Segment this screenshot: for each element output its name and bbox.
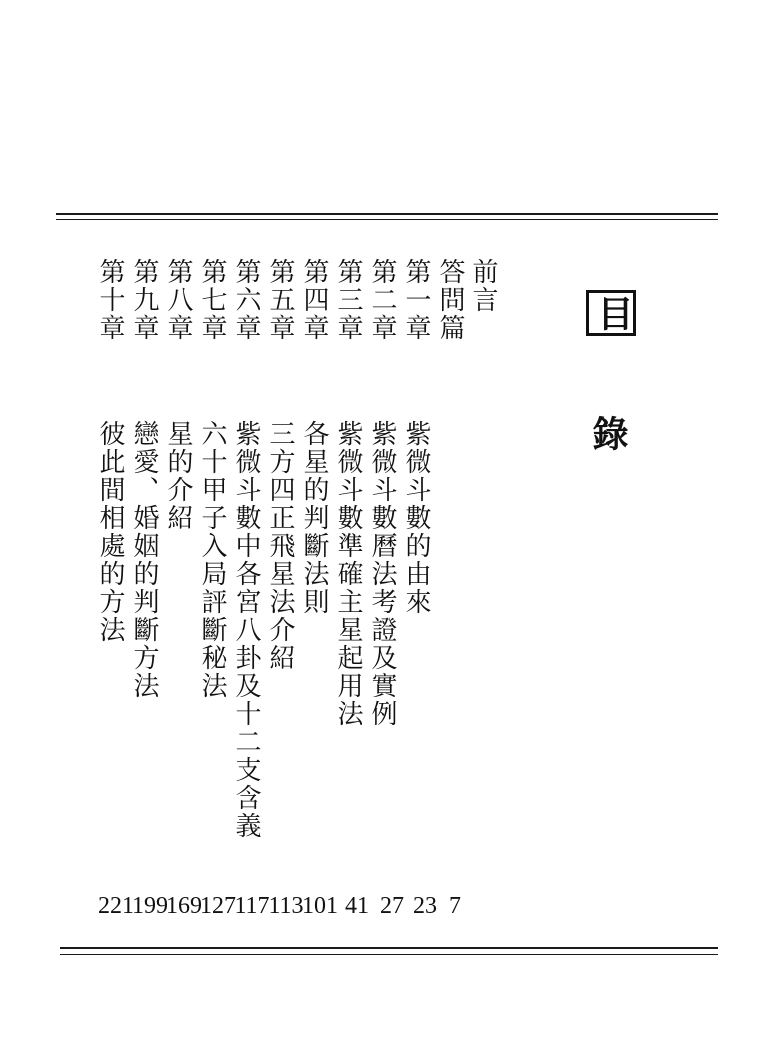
- top-rule: [56, 213, 718, 215]
- toc-title-ch3[interactable]: 紫微斗數準確主星起用法: [333, 420, 363, 728]
- toc-page-ch3: 27: [380, 893, 404, 919]
- toc-page-ch5: 101: [302, 893, 338, 919]
- toc-title-ch7[interactable]: 六十甲子入局評斷秘法: [197, 420, 227, 700]
- toc-label-ch9[interactable]: 第九章: [129, 258, 159, 342]
- toc-page-ch9: 169: [166, 893, 202, 919]
- toc-page-ch6: 113: [268, 893, 304, 919]
- toc-label-ch8[interactable]: 第八章: [163, 258, 193, 342]
- toc-title-ch4[interactable]: 各星的判斷法則: [299, 420, 329, 616]
- bottom-rule-thin: [60, 954, 718, 955]
- toc-page-ch1: 7: [449, 893, 461, 919]
- toc-label-ch5[interactable]: 第五章: [265, 258, 295, 342]
- toc-label-qa: 答問篇: [435, 258, 465, 342]
- toc-label-ch6[interactable]: 第六章: [231, 258, 261, 342]
- toc-label-ch10[interactable]: 第十章: [95, 258, 125, 342]
- toc-page-ch10: 199: [132, 893, 168, 919]
- toc-title-ch9[interactable]: 戀愛、婚姻的判斷方法: [129, 420, 159, 700]
- toc-page-end: 221: [98, 893, 134, 919]
- toc-title-ch10[interactable]: 彼此間相處的方法: [95, 420, 125, 644]
- toc-page-ch8: 127: [200, 893, 236, 919]
- toc-label-ch1[interactable]: 第一章: [401, 258, 431, 342]
- toc-label-ch2[interactable]: 第二章: [367, 258, 397, 342]
- heading-lu: 錄: [587, 415, 629, 451]
- bottom-rule: [60, 947, 718, 949]
- toc-page-ch2: 23: [413, 893, 437, 919]
- toc-page-ch4: 41: [345, 893, 369, 919]
- toc-label-preface: 前言: [468, 258, 498, 314]
- toc-title-ch2[interactable]: 紫微斗數曆法考證及實例: [367, 420, 397, 728]
- toc-page-ch7: 117: [234, 893, 270, 919]
- toc-title-ch8[interactable]: 星的介紹: [163, 420, 193, 532]
- toc-title-ch1[interactable]: 紫微斗數的由來: [401, 420, 431, 616]
- toc-label-ch7[interactable]: 第七章: [197, 258, 227, 342]
- top-rule-thin: [56, 219, 718, 220]
- toc-title-ch6[interactable]: 紫微斗數中各宮八卦及十二支含義: [231, 420, 261, 840]
- toc-label-ch4[interactable]: 第四章: [299, 258, 329, 342]
- toc-title-ch5[interactable]: 三方四正飛星法介紹: [265, 420, 295, 672]
- toc-label-ch3[interactable]: 第三章: [333, 258, 363, 342]
- heading-mu: 目: [586, 290, 636, 336]
